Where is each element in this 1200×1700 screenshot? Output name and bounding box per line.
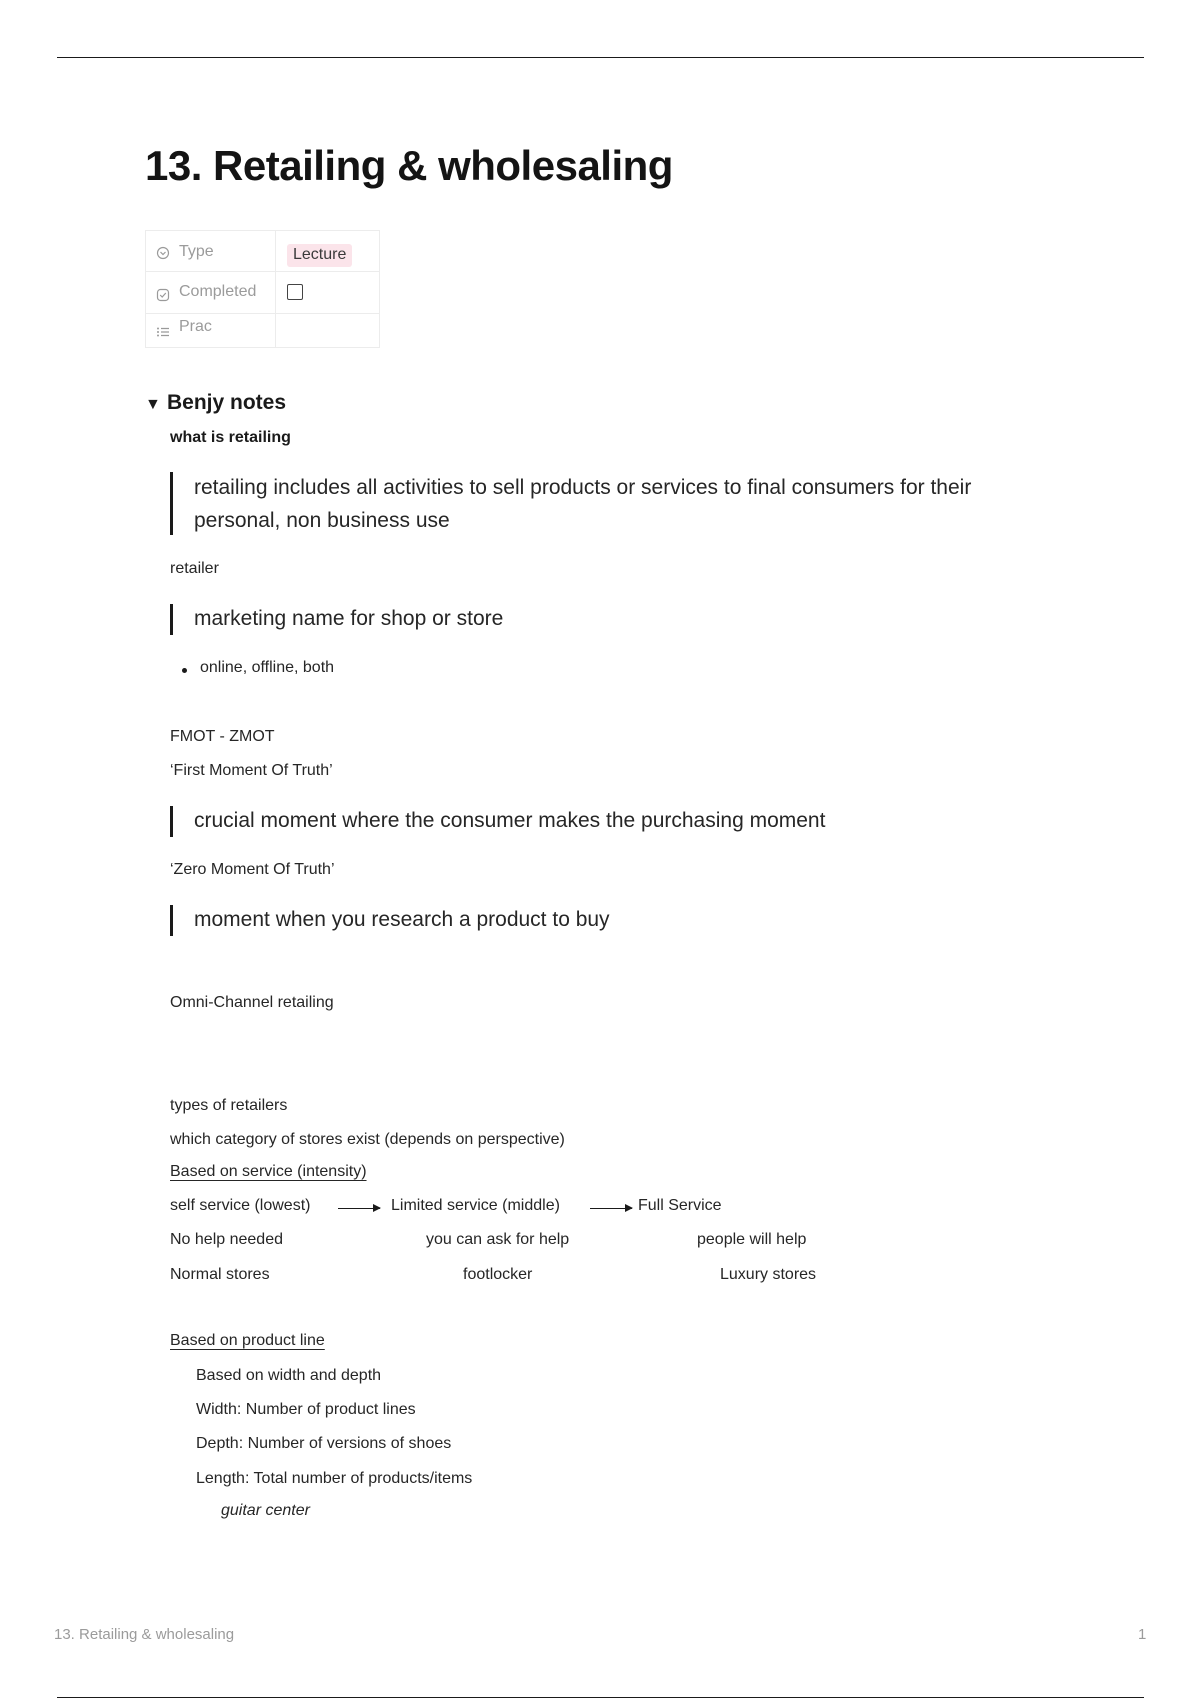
arrow-right-icon xyxy=(338,1208,380,1209)
completed-checkbox[interactable] xyxy=(287,284,303,300)
properties-table xyxy=(145,230,380,348)
note-text: which category of stores exist (depends on perspective) xyxy=(170,1131,565,1148)
property-completed-label: Completed xyxy=(179,283,257,300)
top-rule xyxy=(57,57,1144,58)
property-prac-label: Prac xyxy=(179,318,212,335)
bullet-item: online, offline, both xyxy=(200,659,335,676)
note-text: Omni-Channel retailing xyxy=(170,994,334,1011)
note-text: Based on width and depth xyxy=(196,1367,382,1384)
quote-bar xyxy=(170,472,173,535)
note-text: Normal stores xyxy=(170,1266,270,1283)
type-badge[interactable]: Lecture xyxy=(287,244,352,267)
quote-text: retailing includes all activities to sell products or services to final consumers for their xyxy=(194,476,972,499)
property-completed xyxy=(146,275,381,309)
note-heading: what is retailing xyxy=(170,429,291,446)
properties-row-divider xyxy=(146,313,379,314)
page-number: 1 xyxy=(1138,1626,1147,1643)
bottom-rule xyxy=(57,1697,1144,1698)
property-type xyxy=(146,235,381,269)
quote-bar xyxy=(170,905,173,936)
page-title: 13. Retailing & wholesaling xyxy=(145,142,673,189)
note-text: No help needed xyxy=(170,1231,283,1248)
property-prac xyxy=(146,315,381,349)
note-text: Length: Total number of products/items xyxy=(196,1470,473,1487)
property-type-label: Type xyxy=(179,243,214,260)
footer-title: 13. Retailing & wholesaling xyxy=(54,1626,235,1643)
properties-row-divider xyxy=(146,271,379,272)
list-icon xyxy=(156,325,170,339)
note-text: ‘Zero Moment Of Truth’ xyxy=(170,861,335,878)
quote-text: personal, non business use xyxy=(194,509,450,532)
quote-bar xyxy=(170,604,173,635)
quote-text: crucial moment where the consumer makes the purchasing moment xyxy=(194,809,826,832)
checkbox-property-icon xyxy=(156,288,170,302)
note-text: FMOT - ZMOT xyxy=(170,728,275,745)
note-text: Limited service (middle) xyxy=(391,1197,560,1214)
note-text: people will help xyxy=(697,1231,807,1248)
toggle-triangle-icon[interactable]: ▼ xyxy=(145,396,161,413)
note-text: Full Service xyxy=(638,1197,722,1214)
note-text: Luxury stores xyxy=(720,1266,817,1283)
note-text: Width: Number of product lines xyxy=(196,1401,416,1418)
select-icon xyxy=(156,246,170,260)
note-text: Depth: Number of versions of shoes xyxy=(196,1435,452,1452)
quote-bar xyxy=(170,806,173,837)
note-text: ‘First Moment Of Truth’ xyxy=(170,762,333,779)
arrow-right-icon xyxy=(590,1208,632,1209)
note-text: retailer xyxy=(170,560,219,577)
note-text: guitar center xyxy=(221,1502,310,1519)
note-subheading: Based on product line xyxy=(170,1332,325,1349)
note-text: footlocker xyxy=(463,1266,533,1283)
note-subheading: Based on service (intensity) xyxy=(170,1163,367,1180)
note-text: types of retailers xyxy=(170,1097,288,1114)
bullet-dot xyxy=(182,668,187,673)
quote-text: marketing name for shop or store xyxy=(194,607,504,630)
toggle-heading[interactable]: Benjy notes xyxy=(167,391,287,414)
note-text: self service (lowest) xyxy=(170,1197,311,1214)
quote-text: moment when you research a product to buy xyxy=(194,908,610,931)
note-text: you can ask for help xyxy=(426,1231,570,1248)
